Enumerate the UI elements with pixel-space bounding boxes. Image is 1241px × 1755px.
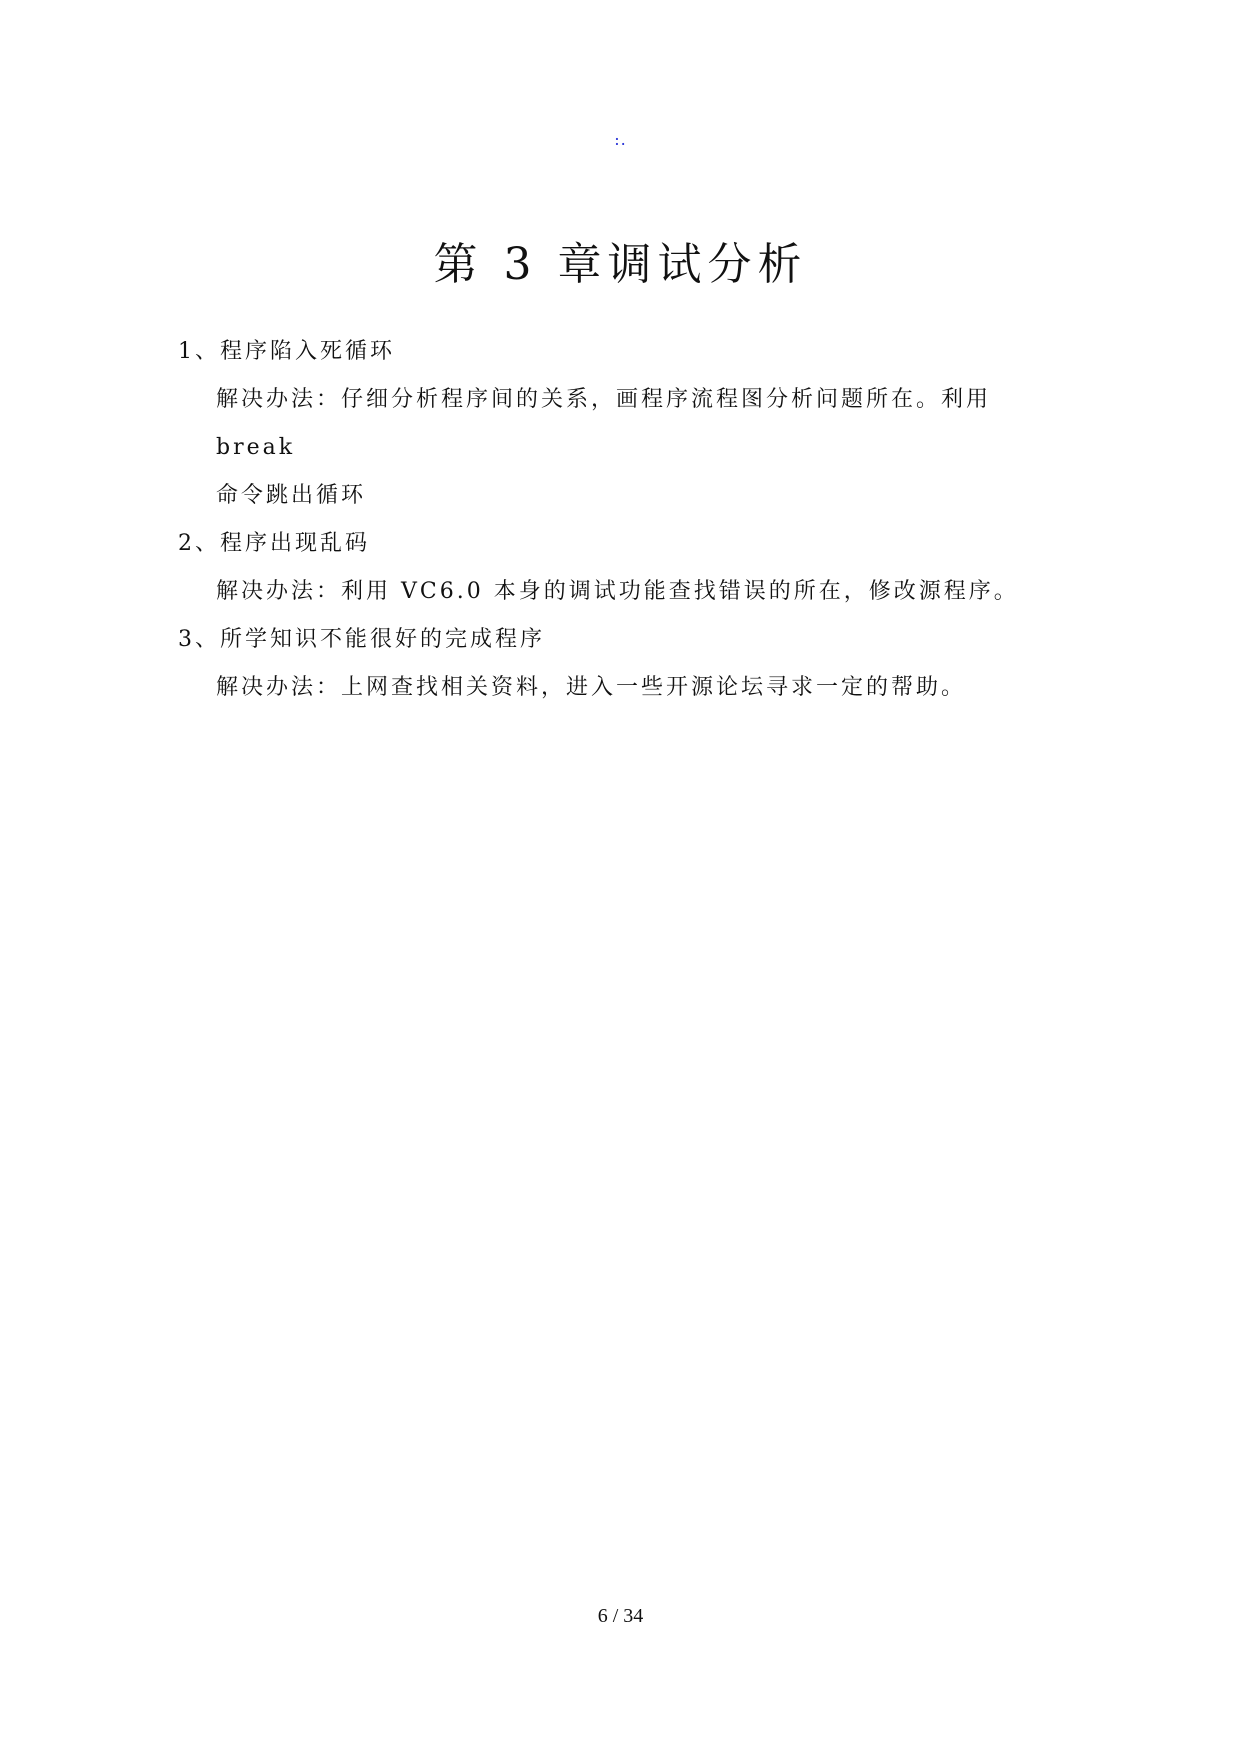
issue-heading-3: 3、所学知识不能很好的完成程序 xyxy=(178,627,545,652)
page-number: 6 / 34 xyxy=(597,1605,644,1627)
issue-solution-2: 解决办法：利用 VC6.0 本身的调试功能查找错误的所在，修改源程序。 xyxy=(216,579,1019,604)
issue-solution-1-line-2: 命令跳出循环 xyxy=(216,483,367,508)
debug-analysis-list xyxy=(178,328,1068,712)
issue-solution-3: 解决办法：上网查找相关资料，进入一些开源论坛寻求一定的帮助。 xyxy=(216,675,967,700)
issue-heading-1: 1、程序陷入死循环 xyxy=(178,339,395,364)
issue-heading-2: 2、程序出现乱码 xyxy=(178,531,370,556)
page-header-mark: :. xyxy=(614,130,627,149)
issue-solution-1-line-1: 解决办法：仔细分析程序间的关系，画程序流程图分析问题所在。利用 break xyxy=(216,387,992,460)
chapter-title: 第 3 章调试分析 xyxy=(433,239,808,290)
